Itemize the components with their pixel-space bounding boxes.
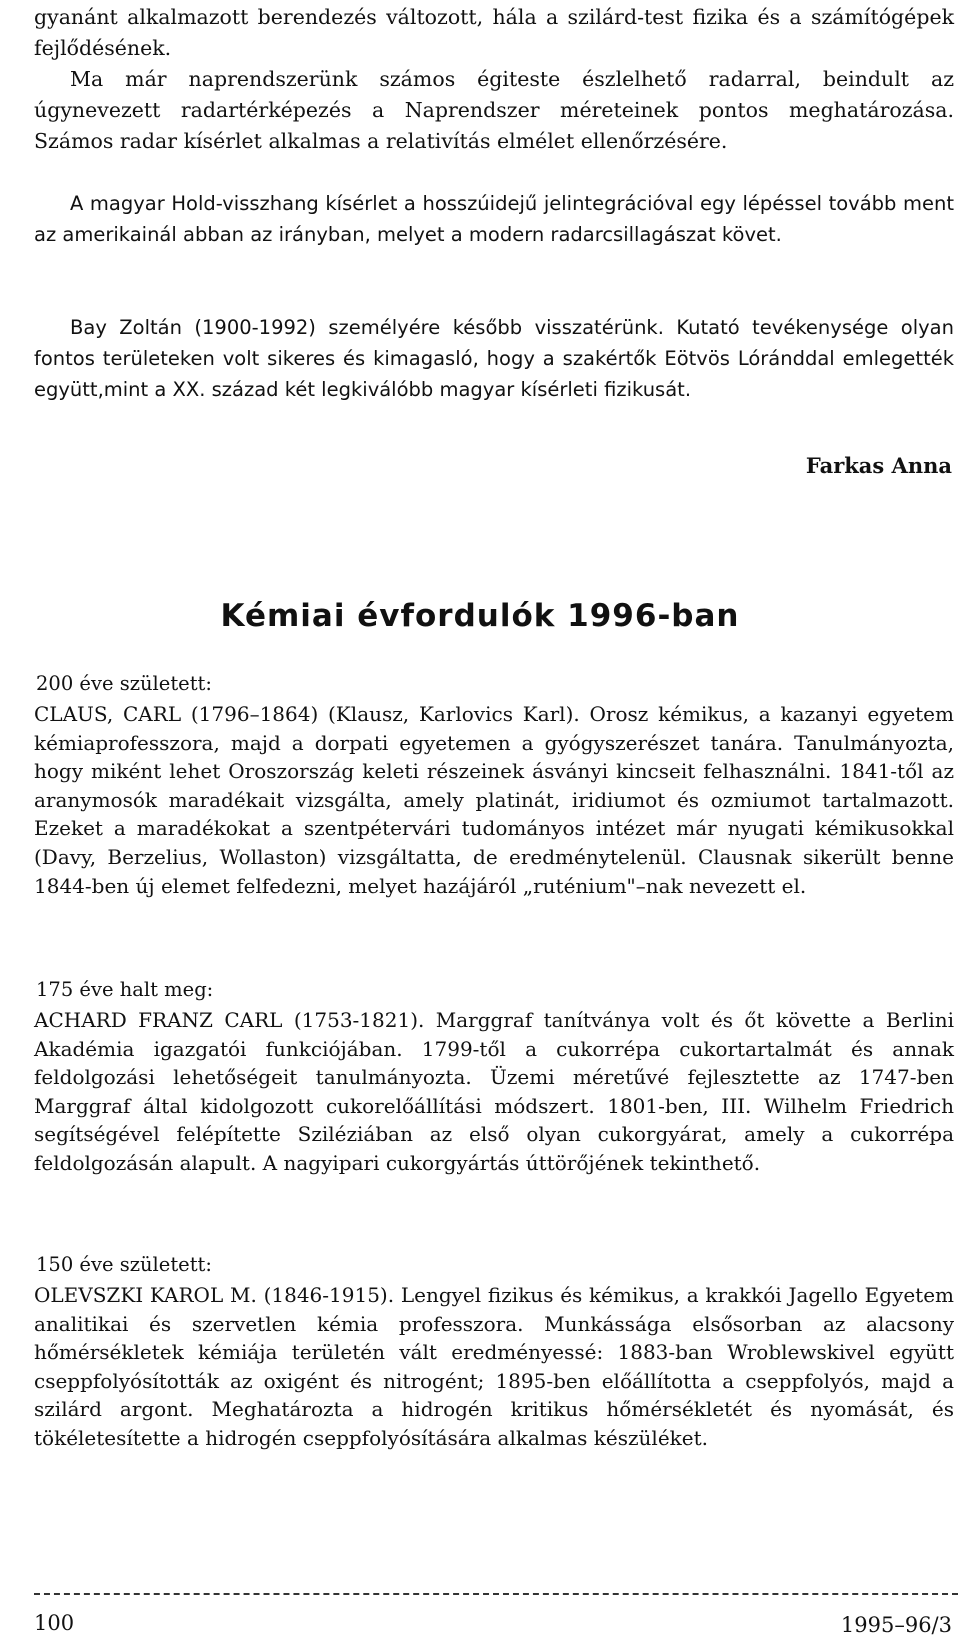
- entry-text-olevszki: OLEVSZKI KAROL M. (1846-1915). Lengyel fizikus és kémikus, a krakkói Jagello Egyetem analitikai és szervetlen kémia professzora. Munkássága elsősorban az alacsony hőmérsékletek kémiája területén vált eredményessé: 1883-ban Wroblewskivel együtt cseppfolyósították az oxigént és nitrogént; 1895-ben előállította a cseppfolyós, majd a szilárd argont. Meghatározta a hidrogén kritikus hőmérsékletét és nyomását, és tökéletesítette a hidrogén cseppfolyósítására alkalmas készüléket.: [34, 1283, 954, 1450]
- footer-divider: [34, 1593, 958, 1595]
- page-number: 100: [34, 1611, 75, 1635]
- section-heading: Kémiai évfordulók 1996-ban: [220, 598, 740, 634]
- paragraph-intro-continuation: gyanánt alkalmazott berendezés változott, hála a szilárd-test fizika és a számítógépek fejlődésének.: [34, 5, 954, 60]
- paragraph-moon-echo: A magyar Hold-visszhang kísérlet a hosszúidejű jelintegrációval egy lépéssel tovább ment az amerikainál abban az irányban, melyet a modern radarcsillagászat követ.: [34, 192, 954, 246]
- entry-label: 175 éve halt meg:: [36, 978, 214, 1001]
- entry-text-achard: ACHARD FRANZ CARL (1753-1821). Marggraf tanítványa volt és őt követte a Berlini Akadémia igazgatói funkciójában. 1799-től a cukorrépa cukortartalmát és annak feldolgozási lehetőségeit tanulmányozta. Üzemi méretűvé fejlesztette az 1747-ben Marggraf által kidolgozott cukorelőállítási módszert. 1801-ben, III. Wilhelm Friedrich segítségével felépítette Sziléziában az első olyan cukorgyárat, amely a cukorrépa feldolgozásán alapult. A nagyipari cukorgyártás úttörőjének tekinthető.: [34, 1008, 954, 1175]
- entry-label: 200 éve született:: [36, 672, 212, 695]
- entry-label: 150 éve született:: [36, 1253, 212, 1276]
- author-name: Farkas Anna: [805, 453, 952, 478]
- paragraph-bay-zoltan: Bay Zoltán (1900-1992) személyére később visszatérünk. Kutató tevékenysége olyan fontos területeken volt sikeres és kimagasló, hogy a szakértők Eötvös Lóránddal emlegették együtt,mint a XX. század két legkiválóbb magyar kísérleti fizikusát.: [34, 316, 954, 401]
- paragraph-radar-mapping: Ma már naprendszerünk számos égiteste észlelhető radarral, beindult az úgynevezett radartérképezés a Naprendszer méreteinek pontos meghatározása. Számos radar kísérlet alkalmas a relativítás elmélet ellenőrzésére.: [34, 67, 954, 153]
- entry-text-claus: CLAUS, CARL (1796–1864) (Klausz, Karlovics Karl). Orosz kémikus, a kazanyi egyetem kémiaprofesszora, majd a dorpati egyetemen a gyógyszerészet tanára. Tanulmányozta, hogy miként lehet Oroszország keleti részeinek ásványi kincseit felhasználni. 1841-től az aranymosók maradékait vizsgálta, amely platinát, iridiumot és ozmiumot tartalmazott. Ezeket a maradékokat a szentpétervári tudományos intézet már nyugati kémikusokkal (Davy, Berzelius, Wollaston) vizsgáltatta, de eredménytelenül. Clausnak sikerült benne 1844-ben új elemet felfedezni, melyet hazájáról „ruténium"–nak nevezett el.: [34, 702, 954, 898]
- issue-number: 1995–96/3: [840, 1613, 952, 1637]
